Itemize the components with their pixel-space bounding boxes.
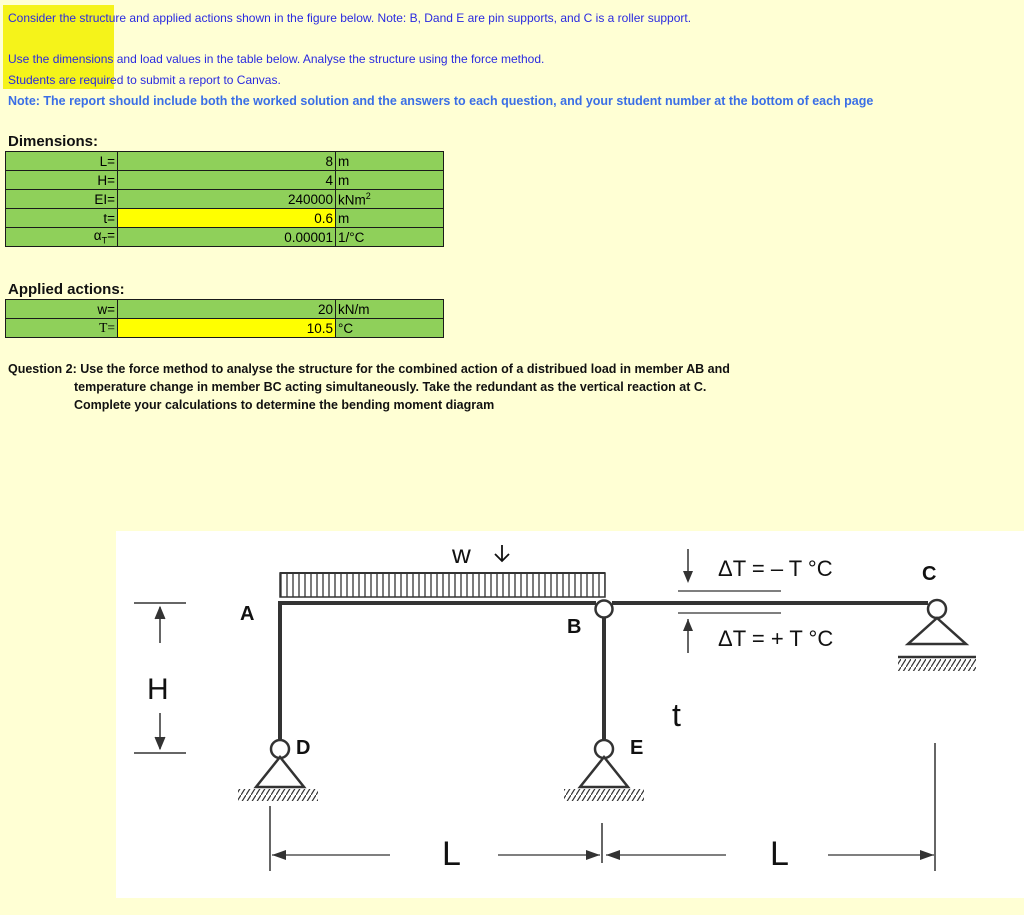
unit-superscript: 2: [365, 190, 371, 201]
dimensions-title: Dimensions:: [8, 133, 99, 150]
dimensions-table: [5, 151, 444, 247]
distributed-load: [280, 573, 605, 597]
dim-value[interactable]: 0.00001: [118, 228, 336, 247]
question-2-line-1: Question 2: Use the force method to analyse the structure for the combined action of a distribued load in member AB and: [8, 362, 730, 376]
dim-label: EI=: [6, 190, 118, 209]
action-label: w=: [6, 300, 118, 319]
thickness-label: t: [672, 697, 681, 733]
alpha-symbol: α: [93, 228, 102, 244]
dim-unit: m: [336, 209, 444, 228]
node-e-label: E: [630, 737, 644, 759]
unit-text: kNm: [338, 192, 366, 208]
dim-label: t=: [6, 209, 118, 228]
load-label: w: [452, 539, 471, 569]
dim-value[interactable]: 0.6: [118, 209, 336, 228]
node-a-label: A: [240, 603, 255, 625]
node-c-label: C: [922, 563, 937, 585]
question-2-line-3: Complete your calculations to determine the bending moment diagram: [74, 398, 495, 412]
structure-drawing: [116, 531, 1024, 898]
alpha-subscript: T: [101, 235, 108, 246]
table-row: [6, 152, 444, 171]
table-row: [6, 300, 444, 319]
dim-value[interactable]: 240000: [118, 190, 336, 209]
table-row: [6, 319, 444, 338]
dim-unit: m: [336, 171, 444, 190]
node-d-label: D: [296, 737, 311, 759]
temp-top-prefix: ΔT =: [718, 556, 771, 581]
height-label: H: [147, 673, 169, 706]
table-row: [6, 190, 444, 209]
temp-top-label: [718, 556, 833, 582]
action-value[interactable]: 20: [118, 300, 336, 319]
temp-bottom-value: + T °C: [770, 626, 834, 651]
temp-bottom-label: [718, 626, 833, 652]
dim-label: H=: [6, 171, 118, 190]
applied-actions-title: Applied actions:: [8, 281, 125, 298]
dim-value[interactable]: 8: [118, 152, 336, 171]
load-arrow-icon: [495, 545, 509, 561]
action-unit: kN/m: [336, 300, 444, 319]
actions-table: [5, 299, 444, 338]
dim-label: [6, 228, 118, 247]
node-b-label: B: [567, 616, 582, 638]
dim-unit: m: [336, 152, 444, 171]
report-note: Note: The report should include both the worked solution and the answers to each question, and your student number at the bottom of each page: [8, 94, 874, 108]
table-row: [6, 209, 444, 228]
roller-support-c-icon: [898, 600, 976, 671]
question-2-line-2: temperature change in member BC acting simultaneously. Take the redundant as the vertical reaction at C.: [74, 380, 707, 394]
temp-top-value: – T °C: [770, 556, 833, 581]
table-row: [6, 171, 444, 190]
intro-line-1: Consider the structure and applied actions shown in the figure below. Note: B, Dand E are pin supports, and C is a roller support.: [8, 11, 692, 25]
equals-sign: =: [107, 228, 115, 244]
intro-line-2: Use the dimensions and load values in the table below. Analyse the structure using the force method.: [8, 52, 545, 66]
action-unit: °C: [336, 319, 444, 338]
length-label-left: L: [442, 835, 461, 873]
action-label: T=: [6, 319, 118, 338]
intro-line-3: Students are required to submit a report to Canvas.: [8, 73, 281, 87]
dim-unit: 1/°C: [336, 228, 444, 247]
table-row: [6, 228, 444, 247]
temp-bottom-prefix: ΔT =: [718, 626, 771, 651]
structure-figure: [116, 531, 1024, 898]
action-value[interactable]: 10.5: [118, 319, 336, 338]
dim-unit: [336, 190, 444, 209]
length-label-right: L: [770, 835, 789, 873]
dim-value[interactable]: 4: [118, 171, 336, 190]
dim-label: L=: [6, 152, 118, 171]
hinge-b-icon: [596, 601, 613, 618]
